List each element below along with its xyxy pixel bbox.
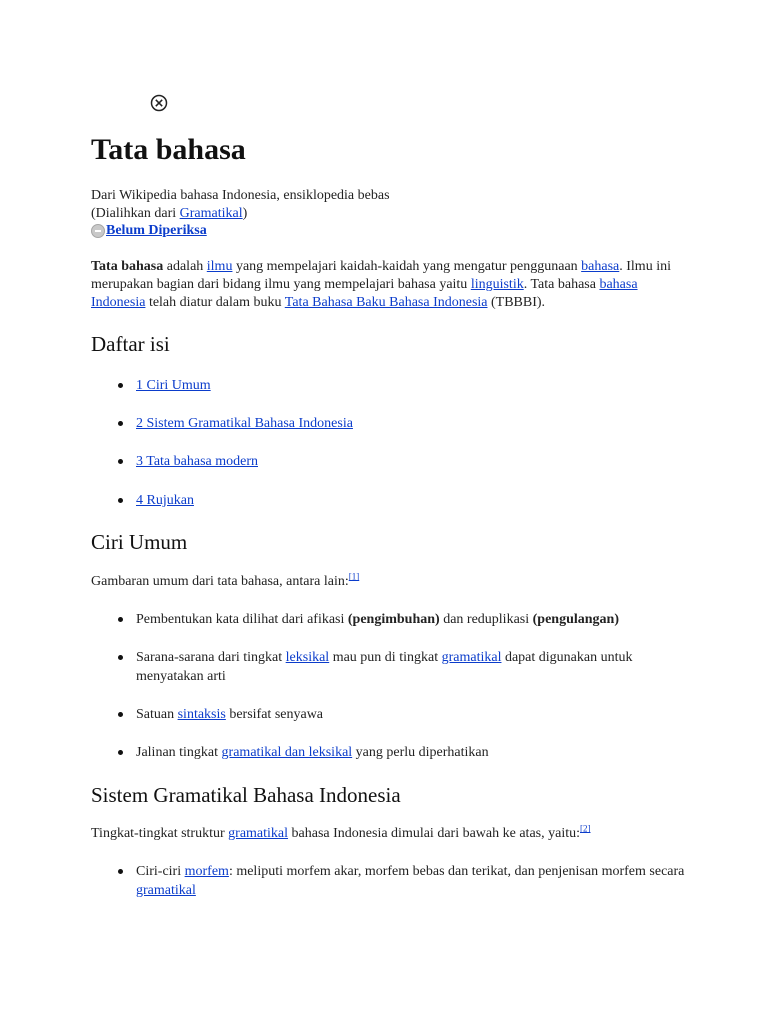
close-circle-icon[interactable] [150,94,168,112]
toc-link-sistem-gramatikal[interactable]: 2 Sistem Gramatikal Bahasa Indonesia [136,416,353,431]
link-leksikal[interactable]: leksikal [285,650,330,665]
ref-link-2[interactable]: [2] [580,823,591,834]
link-morfem[interactable]: morfem [184,864,229,879]
link-ilmu[interactable]: ilmu [206,259,233,274]
page-title: Tata bahasa [91,133,246,166]
toc-item [91,452,696,471]
link-bahasa[interactable]: bahasa [581,259,620,274]
from-line: Dari Wikipedia bahasa Indonesia, ensiklopedia bebas [91,188,390,203]
redirect-note: (Dialihkan dari Gramatikal) [91,206,248,221]
review-status-icon [91,224,105,238]
section-heading-ciri-umum: Ciri Umum [91,530,188,554]
link-gramatikal-morfem[interactable]: gramatikal [136,883,196,898]
redirect-link-gramatikal[interactable]: Gramatikal [179,206,243,221]
link-bahasa-indonesia[interactable]: bahasa Indonesia [91,277,638,310]
list-item: Pembentukan kata dilihat dari afikasi (pengimbuhan) dan reduplikasi (pengulangan) [91,610,696,629]
link-tbbbi[interactable]: Tata Bahasa Baku Bahasa Indonesia [284,295,488,310]
toc-item [91,414,696,433]
intro-paragraph: Tata bahasa adalah ilmu yang mempelajari kaidah-kaidah yang mengatur penggunaan bahasa. Ilmu ini merupakan bagian dari bidang ilmu yang mempelajari bahasa yaitu linguistik. Tata bahasa bahasa Indonesia telah diatur dalam buku Tata Bahasa Baku Bahasa Indonesia (TBBBI). [91,259,671,310]
ref-link-1[interactable]: [1] [348,571,360,582]
link-gramatikal-struktur[interactable]: gramatikal [228,826,289,841]
toc-heading: Daftar isi [91,332,170,356]
toc-link-ciri-umum[interactable]: 1 Ciri Umum [136,378,211,393]
section-heading-sistem-gramatikal: Sistem Gramatikal Bahasa Indonesia [91,783,401,807]
link-linguistik[interactable]: linguistik [470,277,524,292]
link-gramatikal-dan-leksikal[interactable]: gramatikal dan leksikal [221,745,353,760]
toc-item [91,491,696,510]
toc-link-tata-bahasa-modern[interactable]: 3 Tata bahasa modern [136,454,258,469]
review-status [91,221,207,240]
list-item: Satuan sintaksis bersifat senyawa [91,705,696,724]
toc-link-rujukan[interactable]: 4 Rujukan [136,493,194,508]
link-gramatikal[interactable]: gramatikal [441,650,502,665]
ciri-lead: Gambaran umum dari tata bahasa, antara lain:[1] [91,571,360,589]
sistem-lead: Tingkat-tingkat struktur gramatikal bahasa Indonesia dimulai dari bawah ke atas, yaitu:[2] [91,823,591,841]
toc-item [91,376,696,395]
link-sintaksis[interactable]: sintaksis [177,707,226,722]
list-item: Jalinan tingkat gramatikal dan leksikal yang perlu diperhatikan [91,743,696,762]
list-item: Ciri-ciri morfem: meliputi morfem akar, morfem bebas dan terikat, dan penjenisan morfem secara gramatikal [91,862,696,900]
list-item: Sarana-sarana dari tingkat leksikal mau pun di tingkat gramatikal dapat digunakan untuk menyatakan arti [91,648,696,686]
review-status-link[interactable]: Belum Diperiksa [106,223,207,238]
